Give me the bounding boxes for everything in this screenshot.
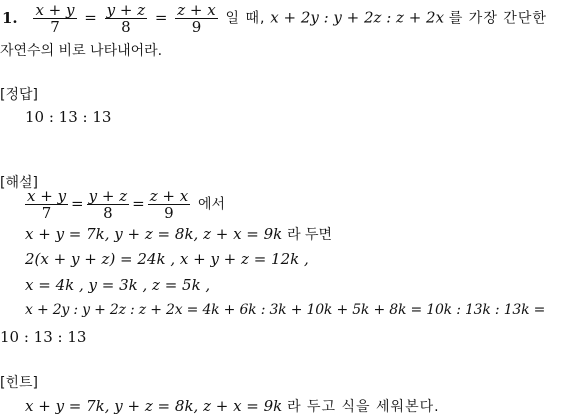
fraction-1: $\frac{x + y}{7}$ [35,1,75,36]
solution-line-1: $\frac{x + y}{7}$ = $\frac{y + z}{8}$ = $\frac{z + x}{9}$ 에서 [27,187,225,222]
solution-line-5: x + 2y : y + 2z : z + 2x = 4k + 6k : 3k + 10k + 5k + 8k = 10k : 13k : 13k = [25,302,546,318]
hint-heading: [힌트] [0,375,38,391]
solution-line-3: 2(x + y + z) = 24k , x + y + z = 12k , [25,250,309,268]
problem-when: 일 때, [225,10,266,27]
solution-line-6: 10 : 13 : 13 [0,328,87,346]
problem-tail: 를 가장 간단한 [448,10,547,27]
problem-number: 1. [2,8,18,27]
problem-line-2: 자연수의 비로 나타내어라. [0,43,163,59]
sol-fraction-3: $\frac{z + x}{9}$ [149,187,189,222]
solution-line-2: x + y = 7k, y + z = 8k, z + x = 9k 라 두면 [25,225,333,243]
problem-line-1: 1. $\frac{x + y}{7}$ = $\frac{y + z}{8}$ = $\frac{z + x}{9}$ 일 때, x + 2y : y + 2z : z + 2x 를 가장 간단한 [2,1,547,36]
sol-fraction-1: $\frac{x + y}{7}$ [27,187,67,222]
fraction-3: $\frac{z + x}{9}$ [177,1,216,36]
answer-heading: [정답] [0,87,38,103]
sol-fraction-2: $\frac{y + z}{8}$ [88,187,128,222]
fraction-2: $\frac{y + z}{8}$ [106,1,146,36]
hint-line: x + y = 7k, y + z = 8k, z + x = 9k 라 두고 식을 세워본다. [25,397,440,415]
solution-heading: [해설] [0,175,38,191]
ratio-expression: x + 2y : y + 2z : z + 2x [270,8,445,27]
answer-value: 10 : 13 : 13 [25,108,112,126]
solution-line-4: x = 4k , y = 3k , z = 5k , [25,276,211,294]
